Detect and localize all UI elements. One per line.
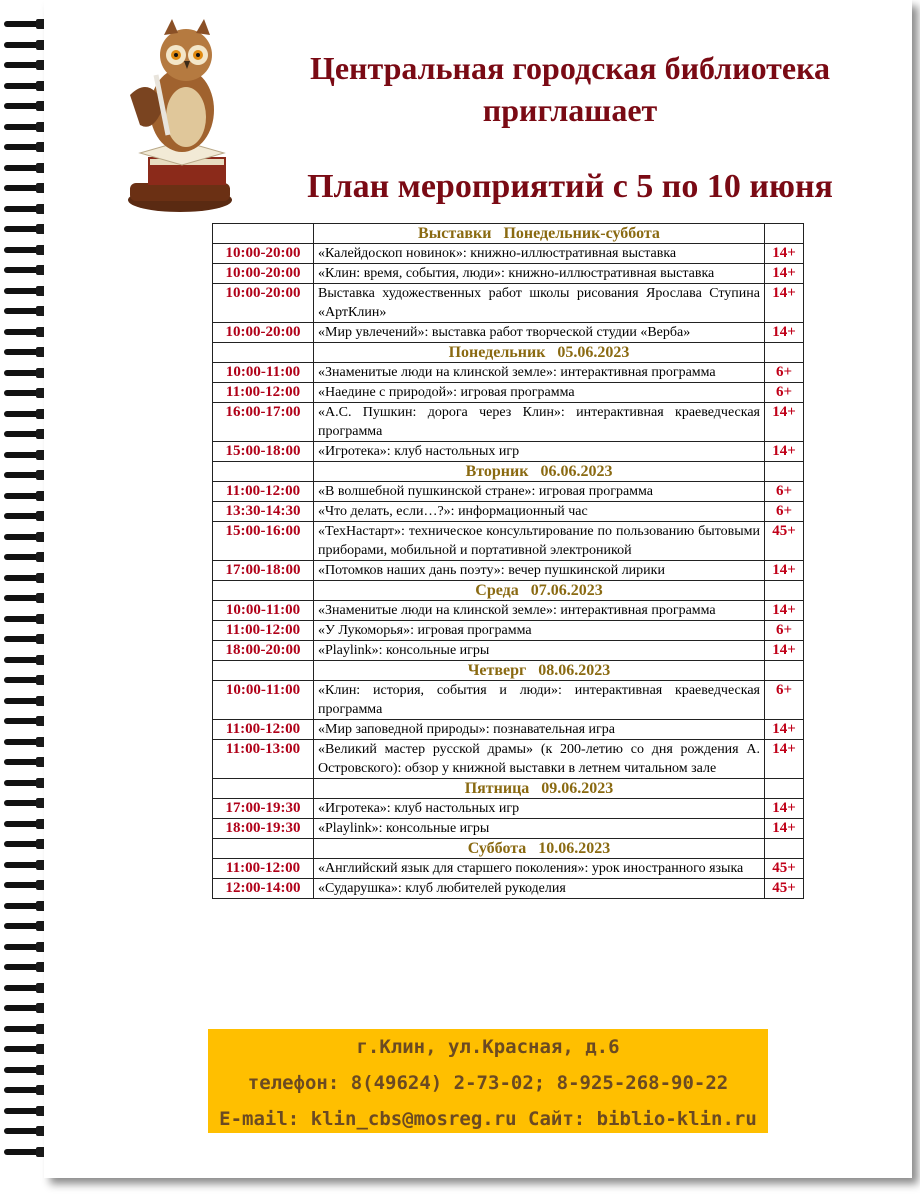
event-row (213, 264, 804, 284)
event-description: «У Лукоморья»: игровая программа (314, 621, 765, 641)
day-header: Суббота 10.06.2023 (314, 839, 765, 859)
event-row (213, 681, 804, 720)
event-description: «Что делать, если…?»: информационный час (314, 502, 765, 522)
age-rating: 14+ (765, 442, 804, 462)
event-time: 11:00-12:00 (213, 621, 314, 641)
event-time: 18:00-19:30 (213, 819, 314, 839)
day-header: Вторник 06.06.2023 (314, 462, 765, 482)
event-time: 11:00-13:00 (213, 740, 314, 779)
address-line: г.Клин, ул.Красная, д.6 (356, 1036, 620, 1058)
event-description: «Наедине с природой»: игровая программа (314, 383, 765, 403)
email-website-line: E-mail: klin_cbs@mosreg.ru Сайт: biblio-klin.ru (219, 1108, 757, 1130)
event-description: «Мир увлечений»: выставка работ творческой студии «Верба» (314, 323, 765, 343)
event-time: 11:00-12:00 (213, 383, 314, 403)
day-header: Пятница 09.06.2023 (314, 779, 765, 799)
event-description: «Игротека»: клуб настольных игр (314, 442, 765, 462)
event-time: 10:00-11:00 (213, 601, 314, 621)
phone-line: телефон: 8(49624) 2-73-02; 8-925-268-90-22 (247, 1072, 729, 1094)
contacts-box (208, 1029, 768, 1133)
event-time: 13:30-14:30 (213, 502, 314, 522)
day-header-row (213, 581, 804, 601)
age-rating: 14+ (765, 264, 804, 284)
event-description: Выставка художественных работ школы рисования Ярослава Ступина «АртКлин» (314, 284, 765, 323)
event-time: 11:00-12:00 (213, 482, 314, 502)
library-title: Центральная городская библиотека (309, 50, 831, 86)
event-row (213, 879, 804, 899)
event-time: 10:00-20:00 (213, 244, 314, 264)
event-time: 10:00-20:00 (213, 284, 314, 323)
event-time: 10:00-11:00 (213, 681, 314, 720)
event-row (213, 403, 804, 442)
day-header: Понедельник 05.06.2023 (314, 343, 765, 363)
event-row (213, 244, 804, 264)
age-rating: 45+ (765, 522, 804, 561)
event-description: «Великий мастер русской драмы» (к 200-летию со дня рождения А. Островского): обзор у книжной выставки в летнем читальном зале (314, 740, 765, 779)
day-header-row (213, 779, 804, 799)
age-rating: 6+ (765, 482, 804, 502)
event-time: 12:00-14:00 (213, 879, 314, 899)
event-row (213, 621, 804, 641)
event-time: 16:00-17:00 (213, 403, 314, 442)
event-row (213, 502, 804, 522)
event-row (213, 363, 804, 383)
age-rating: 14+ (765, 720, 804, 740)
event-row (213, 799, 804, 819)
event-description: «Мир заповедной природы»: познавательная игра (314, 720, 765, 740)
event-row (213, 819, 804, 839)
event-description: «Калейдоскоп новинок»: книжно-иллюстративная выставка (314, 244, 765, 264)
event-description: «Потомков наших дань поэту»: вечер пушкинской лирики (314, 561, 765, 581)
day-header-row (213, 839, 804, 859)
age-rating: 14+ (765, 284, 804, 323)
event-description: «Сударушка»: клуб любителей рукоделия (314, 879, 765, 899)
event-time: 15:00-16:00 (213, 522, 314, 561)
age-rating: 14+ (765, 799, 804, 819)
event-row (213, 522, 804, 561)
age-rating: 6+ (765, 363, 804, 383)
day-header-row (213, 343, 804, 363)
age-rating: 14+ (765, 740, 804, 779)
event-row (213, 561, 804, 581)
event-row (213, 641, 804, 661)
event-description: «А.С. Пушкин: дорога через Клин»: интерактивная краеведческая программа (314, 403, 765, 442)
event-description: «ТехНастарт»: техническое консультирование по пользованию бытовыми приборами, мобильной и портативной электроникой (314, 522, 765, 561)
age-rating: 14+ (765, 323, 804, 343)
event-time: 17:00-19:30 (213, 799, 314, 819)
event-description: «Знаменитые люди на клинской земле»: интерактивная программа (314, 601, 765, 621)
day-header: Среда 07.06.2023 (314, 581, 765, 601)
age-rating: 14+ (765, 561, 804, 581)
event-time: 18:00-20:00 (213, 641, 314, 661)
event-description: «Английский язык для старшего поколения»: урок иностранного языка (314, 859, 765, 879)
event-description: «Знаменитые люди на клинской земле»: интерактивная программа (314, 363, 765, 383)
event-row (213, 601, 804, 621)
events-table (212, 223, 804, 899)
age-rating: 45+ (765, 859, 804, 879)
day-header: Выставки Понедельник-суббота (314, 224, 765, 244)
day-header-row (213, 224, 804, 244)
day-header-row (213, 462, 804, 482)
event-row (213, 284, 804, 323)
age-rating: 14+ (765, 403, 804, 442)
plan-title: План мероприятий с 5 по 10 июня (307, 168, 833, 205)
event-row (213, 859, 804, 879)
invite-subtitle: приглашает (482, 92, 658, 128)
event-row (213, 383, 804, 403)
age-rating: 14+ (765, 819, 804, 839)
event-row (213, 323, 804, 343)
event-description: «Игротека»: клуб настольных игр (314, 799, 765, 819)
event-description: «Клин: время, события, люди»: книжно-иллюстративная выставка (314, 264, 765, 284)
age-rating: 6+ (765, 383, 804, 403)
event-time: 15:00-18:00 (213, 442, 314, 462)
age-rating: 6+ (765, 681, 804, 720)
event-time: 17:00-18:00 (213, 561, 314, 581)
event-description: «Клин: история, события и люди»: интерактивная краеведческая программа (314, 681, 765, 720)
event-row (213, 442, 804, 462)
day-header-row (213, 661, 804, 681)
event-time: 10:00-20:00 (213, 264, 314, 284)
event-row (213, 482, 804, 502)
age-rating: 14+ (765, 601, 804, 621)
age-rating: 14+ (765, 244, 804, 264)
event-time: 10:00-20:00 (213, 323, 314, 343)
event-time: 11:00-12:00 (213, 859, 314, 879)
event-row (213, 720, 804, 740)
event-description: «В волшебной пушкинской стране»: игровая программа (314, 482, 765, 502)
owl-figurine-image (120, 15, 240, 213)
day-header: Четверг 08.06.2023 (314, 661, 765, 681)
age-rating: 14+ (765, 641, 804, 661)
event-time: 11:00-12:00 (213, 720, 314, 740)
event-description: «Playlink»: консольные игры (314, 641, 765, 661)
event-description: «Playlink»: консольные игры (314, 819, 765, 839)
event-time: 10:00-11:00 (213, 363, 314, 383)
event-row (213, 740, 804, 779)
age-rating: 6+ (765, 621, 804, 641)
age-rating: 6+ (765, 502, 804, 522)
age-rating: 45+ (765, 879, 804, 899)
